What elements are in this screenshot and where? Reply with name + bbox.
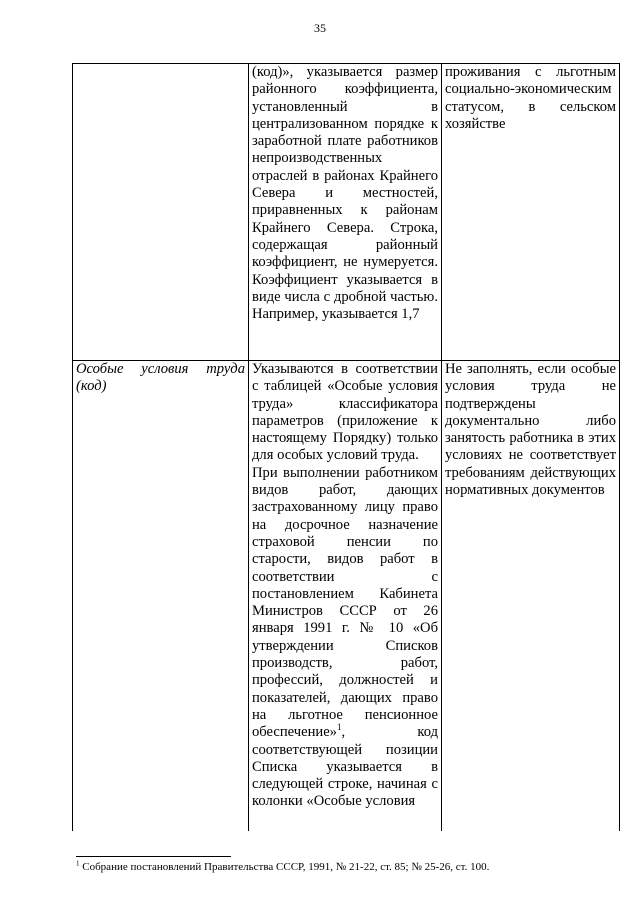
page-number: 35 bbox=[314, 21, 326, 35]
table-cell-field-name: Особые условия труда (код) bbox=[73, 361, 249, 832]
description-paragraph: Указываются в соответствии с таблицей «Особые условия труда» классификатора параметров (приложение к настоящему Порядку) только для особых условий труда. bbox=[252, 361, 438, 464]
description-paragraph bbox=[252, 465, 438, 811]
footnote-reference: 1 bbox=[336, 722, 342, 733]
footnote-mark: 1 bbox=[76, 859, 80, 868]
description-text-continued: , код соответствующей позиции Списка указывается в следующей строке, начиная с колонки «Особые условия bbox=[252, 724, 438, 810]
footnote-divider bbox=[76, 856, 231, 857]
table-cell-note: проживания с льготным социально-экономическим статусом, в сельском хозяйстве bbox=[442, 64, 620, 361]
document-table bbox=[72, 63, 620, 831]
table-cell-field-name bbox=[73, 64, 249, 361]
table-cell-note: Не заполнять, если особые условия труда не подтверждены документально либо занятость работника в этих условиях не соответствует требованиям действующих нормативных документов bbox=[442, 361, 620, 832]
description-text: При выполнении работником видов работ, дающих застрахованному лицу право на досрочное назначение страховой пенсии по старости, видов работ в соответствии с постановлением Кабинета Министров СССР от 26 января 1991 г. № 10 «Об утверждении Списков производств, работ, профессий, должностей и показателей, дающих право на льготное пенсионное обеспечение» bbox=[252, 464, 438, 741]
footnote bbox=[76, 861, 596, 874]
table-row bbox=[73, 361, 620, 832]
footnote-text: Собрание постановлений Правительства СССР, 1991, № 21-22, ст. 85; № 25-26, ст. 100. bbox=[79, 861, 490, 873]
table-row bbox=[73, 64, 620, 361]
table-cell-description: (код)», указывается размер районного коэффициента, установленный в централизованном порядке к заработной плате работников непроизводственных отраслей в районах Крайнего Севера и местностей, приравненных к районам Крайнего Севера. Строка, содержащая районный коэффициент, не нумеруется. Коэффициент указывается в виде числа с дробной частью. Например, указывается 1,7 bbox=[249, 64, 442, 361]
table-cell-description bbox=[249, 361, 442, 832]
